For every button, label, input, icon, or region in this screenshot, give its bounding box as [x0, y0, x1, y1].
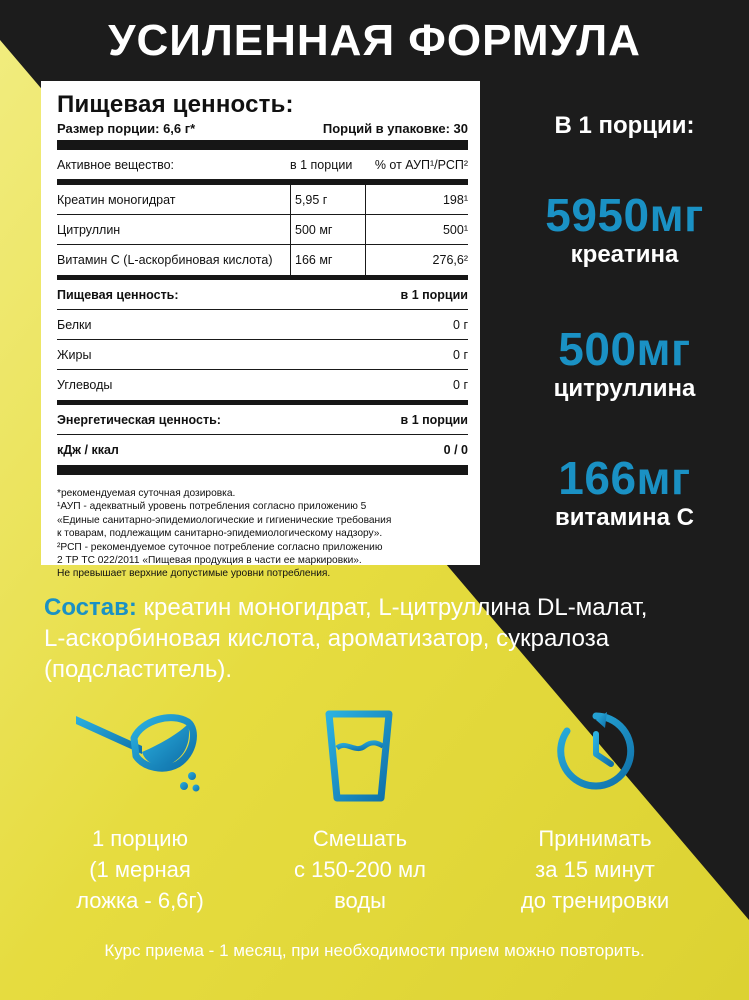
divider-thick: [57, 465, 468, 475]
nutrition-title: Пищевая ценность:: [57, 91, 294, 118]
footnotes: [57, 487, 468, 581]
active-header-name: Активное вещество:: [57, 157, 175, 172]
clock-icon: [555, 710, 637, 792]
serving-line: [57, 121, 468, 140]
scoop-icon: [72, 708, 212, 800]
citrulline-label: цитруллина: [553, 375, 696, 402]
table-row: [57, 215, 468, 245]
nutrient-value: 0 г: [453, 378, 468, 392]
table-row: [57, 185, 468, 215]
course-note: Курс приема - 1 месяц, при необходимости прием можно повторить.: [104, 941, 645, 960]
page-title: УСИЛЕННАЯ ФОРМУЛА: [108, 16, 641, 65]
creatine-amount: 5950мг: [545, 189, 704, 241]
footnote: 2 ТР ТС 022/2011 «Пищевая продукция в части ее маркировки».: [57, 555, 362, 567]
nutrition-panel: [41, 81, 480, 580]
step-line: до тренировки: [520, 888, 670, 913]
composition-line: L-аскорбиновая кислота, ароматизатор, сукралоза: [44, 625, 610, 652]
step-line: за 15 минут: [535, 857, 655, 882]
serving-size: Размер порции: 6,6 г*: [57, 121, 196, 136]
nutrient-value: 0 г: [453, 317, 468, 332]
step-mix: [260, 823, 460, 916]
servings-per-pack: Порций в упаковке: 30: [322, 121, 468, 136]
active-pct: 198¹: [442, 192, 468, 207]
energy-value: 0 / 0: [443, 443, 468, 457]
step-timing: [495, 823, 695, 916]
divider: [290, 215, 291, 245]
active-portion: 500 мг: [295, 222, 333, 237]
table-row: [57, 370, 468, 400]
energy-header-name: Энергетическая ценность:: [57, 412, 221, 427]
energy-name: кДж / ккал: [57, 443, 119, 457]
footnote: Не превышает верхние допустимые уровни потребления.: [57, 568, 331, 580]
vitamin-c-label: витамина С: [555, 504, 694, 531]
divider: [365, 215, 366, 245]
per-portion-heading: В 1 порции:: [554, 112, 695, 139]
active-header-row: [57, 150, 468, 180]
footnote: ¹АУП - адекватный уровень потребления согласно приложению 5: [57, 501, 367, 513]
creatine-label: креатина: [570, 241, 679, 268]
active-name: Креатин моногидрат: [57, 192, 176, 207]
active-name: Цитруллин: [57, 222, 121, 237]
composition-text: креатин моногидрат, L-цитруллина DL-малат,: [136, 594, 648, 621]
composition-line: (подсластитель).: [44, 656, 233, 683]
active-name: Витамин С (L-аскорбиновая кислота): [57, 253, 273, 267]
composition-label: Состав:: [44, 594, 137, 621]
nutrient-name: Белки: [57, 317, 92, 332]
nutrient-name: Углеводы: [57, 378, 113, 392]
step-line: 1 порцию: [91, 826, 189, 851]
footnote: ²РСП - рекомендуемое суточное потребление согласно приложению: [57, 541, 383, 553]
nutrient-value: 0 г: [453, 347, 468, 362]
step-line: с 150-200 мл: [294, 857, 426, 882]
divider: [365, 185, 366, 215]
composition: [44, 592, 724, 685]
active-pct: 500¹: [442, 222, 468, 237]
energy-header-row: [57, 405, 468, 435]
step-dose: [40, 823, 240, 916]
table-row: [57, 310, 468, 340]
table-row: [57, 340, 468, 370]
step-line: (1 мерная: [89, 857, 191, 882]
divider: [290, 245, 291, 275]
nutrient-name: Жиры: [57, 347, 92, 362]
energy-header-value: в 1 порции: [400, 412, 468, 427]
energy-row: [57, 435, 468, 465]
nutrition-header-name: Пищевая ценность:: [57, 287, 179, 302]
active-portion: 5,95 г: [295, 192, 328, 207]
table-row: [57, 245, 468, 275]
composition-line: [44, 592, 724, 623]
divider-thick: [57, 140, 468, 150]
nutrition-header-row: [57, 280, 468, 310]
step-line: Смешать: [312, 826, 408, 851]
active-portion: 166 мг: [295, 253, 333, 267]
nutrition-header-value: в 1 порции: [400, 287, 468, 302]
footnote: *рекомендуемая суточная дозировка.: [57, 488, 236, 499]
step-line: Принимать: [538, 826, 652, 851]
step-line: ложка - 6,6г): [76, 888, 204, 913]
step-line: воды: [334, 888, 386, 913]
divider: [365, 245, 366, 275]
citrulline-amount: 500мг: [558, 323, 691, 375]
active-header-portion: в 1 порции: [290, 157, 353, 172]
active-header-pct: % от АУП¹/РСП²: [374, 157, 468, 172]
active-pct: 276,6²: [432, 253, 468, 267]
vitamin-c-amount: 166мг: [558, 452, 691, 504]
footnote: «Единые санитарно-эпидемиологические и гигиенические требования: [57, 514, 392, 526]
glass-icon: [325, 710, 393, 802]
footnote: к товарам, подлежащим санитарно-эпидемиологическому надзору».: [57, 528, 383, 540]
divider: [290, 185, 291, 215]
